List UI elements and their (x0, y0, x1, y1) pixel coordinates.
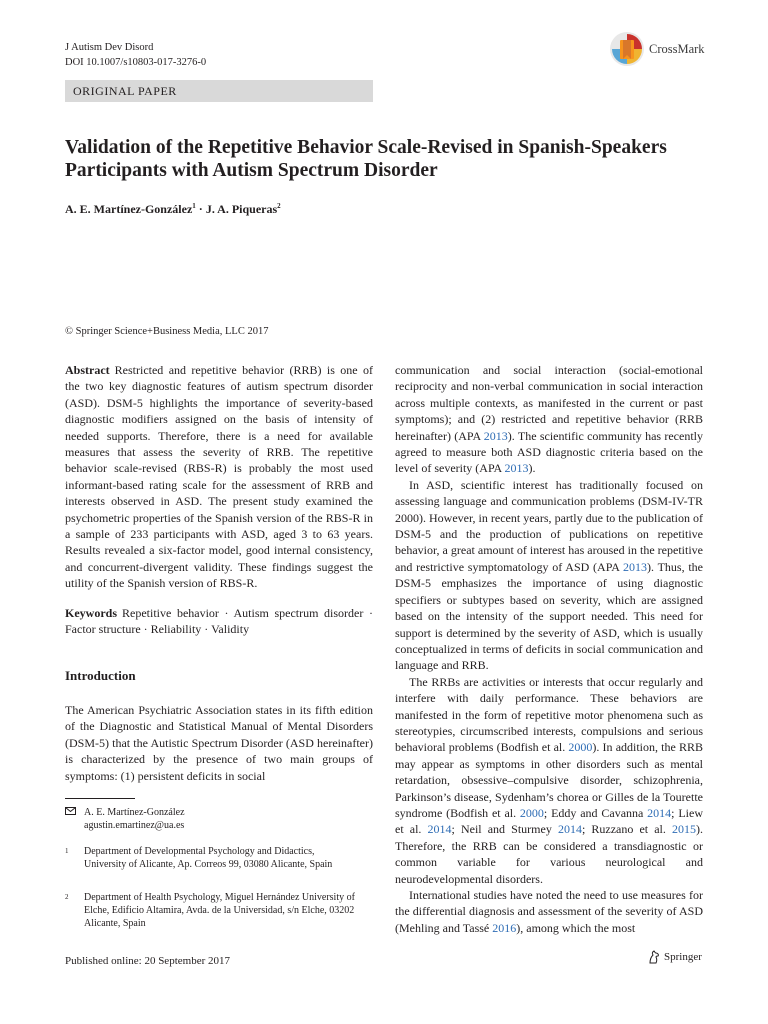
affiliation-number: 2 (65, 893, 69, 901)
crossmark-badge[interactable] (609, 31, 709, 67)
article-title: Validation of the Repetitive Behavior Scale-Revised in Spanish-Speakers Participants with Autism Spectrum Disorder (65, 137, 667, 181)
corresponding-email[interactable]: agustin.emartinez@ua.es (84, 820, 185, 832)
section-heading-introduction: Introduction (65, 668, 136, 683)
citation-link[interactable]: 2013 (623, 559, 648, 574)
publisher-name: Springer (664, 951, 702, 963)
keywords-text: Repetitive behavior · Autism spectrum disorder · Factor structure · Reliability · Validity (65, 606, 373, 637)
footnote-affiliation-2 (65, 891, 355, 931)
citation-link[interactable]: 2013 (483, 428, 508, 443)
body-right-column (395, 362, 703, 936)
paragraph-text: The American Psychiatric Association states in its fifth edition of the Diagnostic and Statistical Manual of Mental Disorders (DSM-5) that the Autistic Spectrum Disorder (ASD hereinafter) is characterized by the presence of two main groups of symptoms: (1) persistent deficits in social (65, 703, 373, 783)
footnote-affiliation-1 (65, 845, 355, 871)
footnote-divider (65, 798, 135, 799)
citation-link[interactable]: 2014 (427, 822, 452, 837)
springer-horse-icon (647, 950, 661, 964)
author-separator: · (195, 202, 206, 216)
citation-link[interactable]: 2014 (557, 822, 582, 837)
section-label: ORIGINAL PAPER (65, 80, 373, 102)
affiliation-text: Department of Health Psychology, Miguel Hernández University of Elche, Edificio Altamira, Avda. de la Universidad, s/n Elche, 03202 Alicante, Spain (84, 892, 355, 930)
author-name[interactable]: J. A. Piqueras (205, 202, 278, 216)
journal-name: J Autism Dev Disord (65, 42, 154, 53)
citation-link[interactable]: 2014 (647, 805, 672, 820)
author-name[interactable]: A. E. Martínez-González (65, 202, 193, 216)
citation-link[interactable]: 2000 (519, 805, 544, 820)
affiliation-number: 1 (65, 847, 69, 855)
published-date: Published online: 20 September 2017 (65, 955, 230, 967)
citation-link[interactable]: 2013 (504, 461, 529, 476)
copyright-notice: © Springer Science+Business Media, LLC 2017 (65, 326, 269, 337)
affiliation-text: Department of Developmental Psychology and Didactics, University of Alicante, Ap. Correos 99, 03080 Alicante, Spain (84, 846, 333, 871)
citation-link[interactable]: 2016 (492, 920, 517, 935)
crossmark-label: CrossMark (649, 41, 705, 56)
abstract (65, 362, 373, 592)
citation-link[interactable]: 2000 (568, 740, 593, 755)
keywords (65, 605, 373, 638)
paragraph: communication and social interaction (social-emotional reciprocity and non-verbal communication in social interaction across multiple contexts, as manifested in the current or past symptoms); and (2) restricted and repetitive behavior (RRB hereinafter) (APA 2013). The scientific community has recently agreed to measure both ASD diagnostic criteria based on the level of severity (APA 2013). (395, 363, 703, 476)
citation-link[interactable]: 2015 (672, 822, 696, 837)
keywords-label: Keywords (65, 606, 117, 620)
paragraph: In ASD, scientific interest has traditionally focused on assessing language and communication problems (DSM-IV-TR 2000). However, in recent years, partly due to the publication of DSM-5 and the production of publications on repetitive behavior, a great amount of interest has aroused in the repetitive and restrictive symptomatology of ASD (APA 2013). Thus, the DSM-5 emphasizes the importance of using diagnostic specifiers or subtypes based on severity, which are assigned based on the intensity of the support needed. This need for support is determined by the severity of ASD, which is usually conceptualized in terms of deficits in social communication and language and RRB. (395, 477, 703, 673)
paragraph: The RRBs are activities or interests that occur regularly and interfere with daily performance. These behaviors are manifested in the form of repetitive motor phenomena such as stereotypies, circumscribed interests, compulsions and serious behavioral problems (Bodfish et al. 2000). In addition, the RRB may appear as symptoms in other disorders such as mental retardation, obsessive–compulsive disorder, schizophrenia, Parkinson’s disease, Sydenham’s chorea or Gilles de la Tourette syndrome (Bodfish et al. 2000; Eddy and Cavanna 2014; Liew et al. 2014; Neil and Sturmey 2014; Ruzzano et al. 2015). Therefore, the RRB can be considered a transdiagnostic or common variable for various neurological and neurodevelopmental disorders. (395, 674, 703, 886)
author-list (65, 202, 281, 217)
abstract-label: Abstract (65, 363, 110, 377)
author-affiliation-mark: 1 (192, 202, 196, 210)
corresponding-author-name: A. E. Martínez-González (84, 807, 185, 818)
introduction-paragraph (65, 702, 373, 784)
paragraph: International studies have noted the need to use measures for the differential diagnosis and assessment of the severity of ASD (Mehling and Tassé 2016), among which the most (395, 888, 703, 935)
envelope-icon (65, 807, 76, 820)
journal-meta (65, 40, 206, 70)
author-affiliation-mark: 2 (277, 202, 281, 210)
footnote-corresponding (65, 806, 355, 832)
crossmark-icon (609, 31, 645, 67)
abstract-text: Restricted and repetitive behavior (RRB) is one of the two key diagnostic features of autism spectrum disorder (ASD). DSM-5 highlights the importance of severity-based diagnostic modifiers assigned on the basis of intensity of needed supports. Therefore, there is a need for available measures that assess the severity of RRB. The repetitive behavior scale-revised (RBS-R) is probably the most used informant-based rating scale for the assessment of RRB and interests observed in ASD. The present study examined the psychometric properties of the Spanish version of the RBS-R in a sample of 233 participants with ASD, aged 3 to 63 years. Results revealed a six-factor model, good internal consistency, and concurrent-divergent validity. These findings suggest the utility of the Spanish version of RBS-R. (65, 363, 373, 591)
publisher-logo (647, 950, 702, 964)
doi[interactable]: DOI 10.1007/s10803-017-3276-0 (65, 57, 207, 68)
